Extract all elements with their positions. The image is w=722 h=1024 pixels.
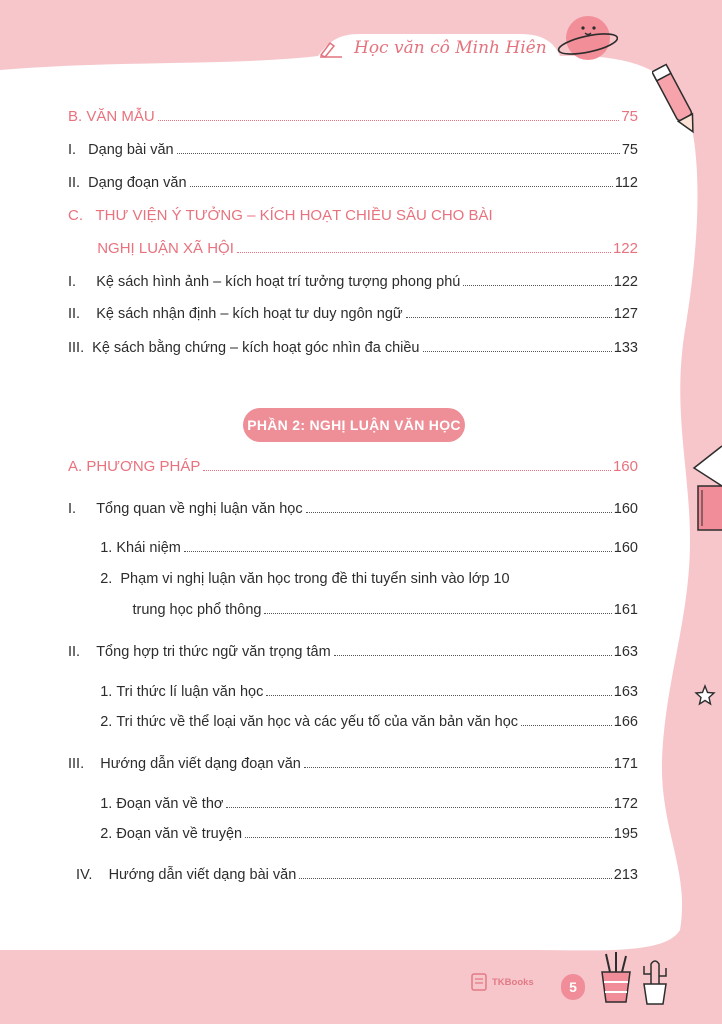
footer-brand-label: TKBooks — [492, 976, 534, 988]
toc-entry-page: 213 — [613, 867, 638, 883]
toc-leader-dots — [177, 153, 620, 154]
toc-entry-number: B. — [68, 108, 87, 125]
book-pen-icon — [318, 37, 344, 59]
toc-entry-number: II. — [68, 306, 97, 322]
star-icon — [694, 684, 716, 706]
toc-entry — [68, 713, 638, 731]
pencil-icon — [652, 60, 700, 140]
toc-entry-page: 195 — [613, 826, 638, 842]
toc-entry-title: PHƯƠNG PHÁP — [86, 458, 201, 475]
toc-entry-number: A. — [68, 458, 87, 475]
toc-leader-dots — [299, 878, 612, 879]
toc-entry-page: 163 — [613, 644, 638, 660]
toc-entry-page: 127 — [613, 306, 638, 322]
toc-leader-dots — [226, 807, 611, 808]
toc-entry — [68, 825, 638, 843]
toc-entry-title: Tri thức lí luận văn học — [116, 684, 264, 700]
toc-entry — [68, 458, 638, 476]
toc-leader-dots — [406, 317, 612, 318]
toc-entry-title: VĂN MẪU — [86, 108, 155, 125]
page-number: 5 — [561, 974, 585, 1000]
toc-entry — [68, 601, 638, 619]
toc-entry-title: Kệ sách hình ảnh – kích hoạt trí tưởng tượng phong phú — [96, 274, 461, 290]
toc-entry-page: 75 — [621, 142, 638, 158]
toc-entry-number — [68, 601, 132, 619]
toc-entry — [68, 339, 638, 357]
toc-entry — [68, 500, 638, 518]
toc-entry-page: 112 — [614, 175, 638, 191]
toc-entry-title: Đoạn văn về thơ — [116, 796, 224, 812]
toc-entry-number: II. — [68, 644, 97, 660]
toc-entry-page: 171 — [613, 756, 638, 772]
toc-leader-dots — [190, 186, 613, 187]
toc-leader-dots — [334, 655, 612, 656]
toc-entry-page: 160 — [612, 458, 638, 475]
toc-entry-number: 2. — [68, 714, 117, 730]
toc-entry — [68, 683, 638, 701]
toc-entry-title: NGHỊ LUẬN XÃ HỘI — [97, 240, 234, 257]
header-tab — [318, 28, 547, 68]
toc-entry-title: Kệ sách nhận định – kích hoạt tư duy ngôn ngữ — [96, 306, 403, 322]
toc-entry-title: Đoạn văn về truyện — [116, 826, 243, 842]
toc-leader-dots — [423, 351, 612, 352]
toc-entry-page: 161 — [613, 602, 638, 618]
toc-entry — [68, 174, 638, 192]
toc-entry-number: 2. — [68, 571, 121, 587]
toc-entry-page: 122 — [613, 274, 638, 290]
toc-entry-page: 75 — [621, 108, 638, 125]
toc-entry-number: 1. — [68, 540, 117, 556]
pencil-cup-icon — [596, 950, 636, 1006]
books-icon — [688, 440, 722, 540]
toc-entry-number: I. — [68, 142, 89, 158]
toc-leader-dots — [158, 120, 620, 121]
toc-entry-title: Tổng hợp tri thức ngữ văn trọng tâm — [96, 644, 331, 660]
toc-entry-title: Tri thức về thể loại văn học và các yếu tố của văn bản văn học — [116, 714, 519, 730]
toc-entry-title: Hướng dẫn viết dạng bài văn — [108, 867, 297, 883]
toc-entry — [68, 108, 638, 126]
toc-leader-dots — [521, 725, 612, 726]
toc-entry — [68, 207, 638, 225]
toc-entry-page: 160 — [613, 501, 638, 517]
toc-entry-title: Kệ sách bằng chứng – kích hoạt góc nhìn đa chiều — [92, 340, 420, 356]
toc-leader-dots — [203, 470, 611, 471]
toc-entry — [68, 643, 638, 661]
toc-leader-dots — [304, 767, 612, 768]
toc-entry — [68, 755, 638, 773]
toc-entry — [68, 141, 638, 159]
toc-entry-title: THƯ VIỆN Ý TƯỞNG – KÍCH HOẠT CHIỀU SÂU CHO BÀI — [95, 207, 493, 224]
toc-entry — [68, 273, 638, 291]
toc-entry-title: trung học phổ thông — [132, 602, 262, 618]
toc-leader-dots — [306, 512, 612, 513]
toc-entry-title: Phạm vi nghị luận văn học trong đề thi tuyển sinh vào lớp 10 — [120, 571, 510, 587]
toc-entry-number: I. — [68, 274, 97, 290]
toc-entry-page: 163 — [613, 684, 638, 700]
toc-entry-title: Dạng bài văn — [88, 142, 174, 158]
toc-entry-number: IV. — [68, 867, 109, 883]
toc-entry-page: 122 — [612, 240, 638, 257]
toc-entry-number: III. — [68, 340, 93, 356]
cactus-icon — [638, 954, 672, 1006]
toc-leader-dots — [463, 285, 611, 286]
toc-leader-dots — [245, 837, 612, 838]
toc-entry-page: 166 — [613, 714, 638, 730]
toc-entry — [68, 795, 638, 813]
toc-entry-page: 172 — [613, 796, 638, 812]
header-title: Học văn cô Minh Hiên — [354, 38, 547, 58]
toc-entry-number: II. — [68, 175, 89, 191]
toc-leader-dots — [237, 252, 611, 253]
toc-leader-dots — [266, 695, 611, 696]
toc-entry-page: 160 — [613, 540, 638, 556]
toc-entry-number: C. — [68, 207, 96, 224]
toc-entry-title: Tổng quan về nghị luận văn học — [96, 501, 303, 517]
toc-entry-number: 1. — [68, 796, 117, 812]
tkbooks-logo-icon — [470, 972, 488, 992]
toc-entry-number: 2. — [68, 826, 117, 842]
toc-entry — [68, 866, 638, 884]
footer-brand — [470, 972, 534, 992]
toc-entry-page: 133 — [613, 340, 638, 356]
planet-icon — [556, 8, 618, 70]
toc-entry — [68, 305, 638, 323]
toc-entry — [68, 539, 638, 557]
toc-entry-title: Dạng đoạn văn — [88, 175, 187, 191]
toc-entry-number: I. — [68, 501, 97, 517]
toc-entry-title: Khái niệm — [116, 540, 181, 556]
toc-leader-dots — [264, 613, 611, 614]
toc-entry-number: 1. — [68, 684, 117, 700]
toc-entry-title: Hướng dẫn viết dạng đoạn văn — [100, 756, 301, 772]
toc-leader-dots — [184, 551, 612, 552]
toc-entry-number — [68, 240, 97, 258]
toc-entry — [68, 240, 638, 258]
toc-entry — [68, 570, 638, 588]
toc-entry-number: III. — [68, 756, 101, 772]
part-heading: PHẦN 2: NGHỊ LUẬN VĂN HỌC — [243, 408, 465, 442]
